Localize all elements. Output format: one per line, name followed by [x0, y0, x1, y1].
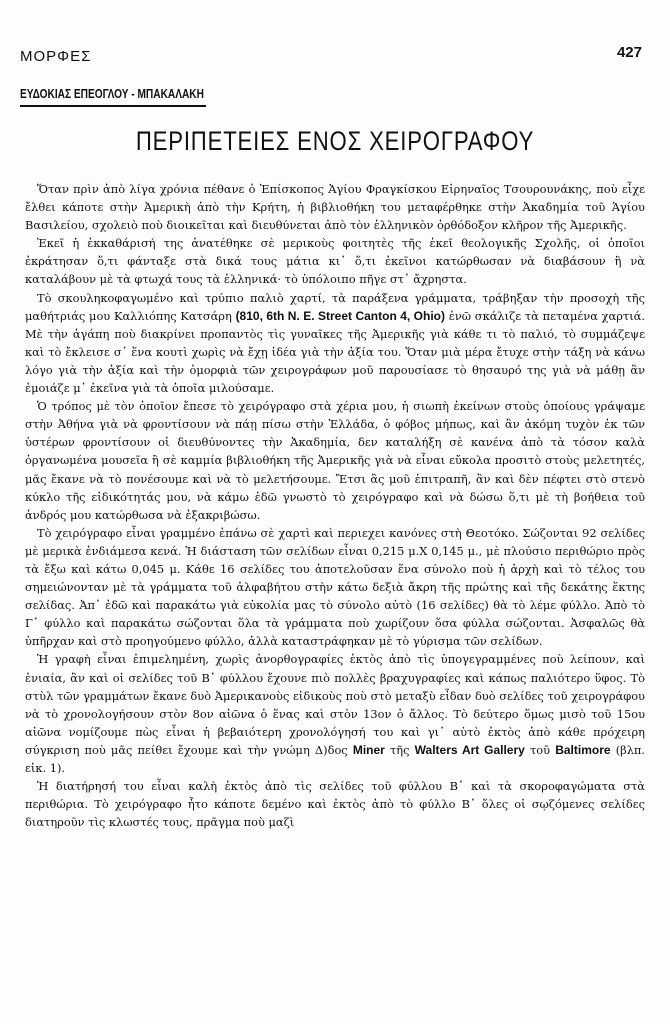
miner-name: Miner — [352, 742, 385, 757]
paragraph-6-text-a: Ἡ γραφὴ εἶναι ἐπιμελημένη, χωρὶς ἀνορθογραφίες ἐκτὸς ἀπὸ τὶς ὑπογεγραμμένες ποὺ λείπουν, καὶ ἑνιαία, ἂν καὶ οἱ σελίδες τοῦ Β᾽ φύλλου ἔχουνε πιὸ πολλὲς βραχυγραφίες καὶ κάπως παλιότερο ὕφος. Τὸ στὺλ τῶν γραμμάτων ἔκανε δυὸ Ἀμερικανοὺς εἰδικοὺς ποὺ στὸ μεταξὺ εἶδαν δυὸ σελίδες τοῦ χειρογράφου νὰ τὸ χρονολογήσουν στὸν 8ον αἰῶνα ὁ ἕνας καὶ στὸν 13ον ὁ ἄλλος. Τὸ δεύτερο ὅμως μισὸ τοῦ 15ου αἰῶνα νομίζουμε πὼς εἶναι ἡ βεβαιότερη χρονολόγησή του καὶ γι᾽ αὐτὸ ἐκτὸς ἀπὸ κάθε πρόχειρη σύγκριση ποὺ μᾶς πείθει ἔχουμε καὶ τὴν γνώμη Δ)δος — [25, 652, 645, 757]
paragraph-6 — [25, 650, 645, 777]
address-text: (810, 6th N. E. Street Canton 4, Ohio) — [235, 308, 446, 323]
paragraph-3-text-b: ἐνῶ σκάλιζε τὰ πεταμένα χαρτιά. Μὲ τὴν ἀγάπη ποὺ διακρίνει προπαντὸς τὶς γυναῖκες τῆς Ἀμερικῆς γιὰ κάθε τι τὸ παλιό, τὸ συμμάζεψε καὶ τὸ ἔκλεισε σ᾽ ἕνα κουτὶ χωρὶς νὰ ἔχῃ ἰδέα γιὰ τὴν ἀξία του. Ὅταν μιὰ μέρα ἔτυχε στὴν τάξη νὰ κάνω λόγο γιὰ τὴν ἀξία καὶ τὴν ὀμορφιὰ τῶν χειρογράφων μοῦ παρουσίασε τὸ θησαυρό της γιὰ νὰ μάθῃ ἂν ἐμοιάζε μ᾽ ἐκεῖνα γιὰ τὰ ὁποῖα μιλούσαμε. — [25, 308, 645, 396]
paragraph-3 — [25, 289, 645, 398]
paragraph-1: Ὅταν πρὶν ἀπὸ λίγα χρόνια πέθανε ὁ Ἐπίσκοπος Ἁγίου Φραγκίσκου Εἰρηναῖος Τσουρουνάκης, ποὺ εἶχε ἔλθει κάποτε στὴν Ἀμερικὴ ἀπὸ τὴν Κρήτη, ἡ βιβλιοθήκη του μεταφέρθηκε στὴν Ἀκαδημία τοῦ Ἁγίου Βασιλείου, σχολειὸ ποὺ διοικεῖται καὶ διευθύνεται ἀπὸ τὸν ἑλληνικὸν ὀρθόδοξον κλῆρον τῆς Ἀμερικῆς. — [25, 182, 645, 233]
paragraph-4: Ὁ τρόπος μὲ τὸν ὁποῖον ἔπεσε τὸ χειρόγραφο στὰ χέρια μου, ἡ σιωπὴ ἐκείνων στοὺς ὁποίους γράψαμε στὴν Ἀθήνα γιὰ νὰ φροντίσουν νὰ πάῃ πίσω στὴν Ἑλλάδα, ὁ φόβος μήπως, καὶ ἂν ἀκόμη τυχὸν ἐκ τῶν ὑστέρων φροντίσουν οἱ διευθύνοντες τὴν Ἀκαδημία, δεν καταλήξη σὲ κανένα ἀπὸ τὰ τόσον καλὰ ὀργανωμένα μουσεῖα ἢ σὲ καμμία βιβλιοθήκη τῆς Ἀμερικῆς γιὰ νὰ εἶναι εὔκολα προσιτὸ στοὺς μελετητές, μᾶς ἔκανε νὰ τὸ πονέσουμε καὶ νὰ τὸ μελετήσουμε. Ἔτσι ἂς μοῦ ἐπιτραπῆ, ἂν καὶ δὲν πέφτει στὸ στενὸ κύκλο τῆς εἰδικότητάς μου, νὰ κάμω ἐδῶ γνωστὸ τὸ χειρόγραφο καὶ νὰ δώσω ὅ,τι μὲ τὴ βοήθεια τοῦ ἀνδρός μου κατώρθωσα νὰ ἐξακριβώσω. — [25, 399, 645, 522]
gallery-name: Walters Art Gallery — [414, 742, 525, 757]
paragraph-7: Ἡ διατήρησή του εἶναι καλὴ ἐκτὸς ἀπὸ τὶς σελίδες τοῦ φύλλου Β᾽ καὶ τὰ σκοροφαγώματα στὰ περιθώρια. Τὸ χειρόγραφο ἦτο κάποτε δεμένο καὶ ἐκτὸς ἀπὸ τὸ φύλλο Β᾽ ὅλες οἱ σῳζόμενες σελίδες διατηροῦν τὶς κλωστές τους, πρᾶγμα ποὺ μαζὶ — [25, 779, 645, 830]
paragraph-6-tou: τοῦ — [529, 742, 551, 757]
paragraph-2: Ἐκεῖ ἡ ἐκκαθάρισή της ἀνατέθηκε σὲ μερικοὺς φοιτητὲς τῆς ἐκεῖ θεολογικῆς Σχολῆς, οἱ ὁποῖοι ἐκράτησαν ὅ,τι φάνταξε στὰ δικά τους μάτια κι᾽ ὅ,τι ἐκεῖνοι κατώρθωσαν νὰ διαβάσουν ἢ νὰ καταλάβουν μὲ τὰ φτωχά τους τὰ ἑλληνικά· τὸ ὑπόλοιπο πῆγε στ᾽ ἄχρηστα. — [25, 236, 645, 287]
figure-reference: (βλπ. εἰκ. 1). — [25, 742, 646, 775]
running-head: ΜΟΡΦΕΣ — [20, 48, 92, 65]
article-body — [25, 180, 645, 831]
article-title: ΠΕΡΙΠΕΤΕΙΕΣ ΕΝΟΣ ΧΕΙΡΟΓΡΑΦΟΥ — [135, 126, 535, 156]
paragraph-3-text-a: Τὸ σκουληκοφαγωμένο καὶ τρύπιο παλιὸ χαρτί, τὰ παράξενα γράμματα, τράβηξαν τὴν προσοχὴ τῆς μαθήτριάς μου Καλλιόπης Κατσάρη — [25, 290, 645, 323]
article-author: ΕΥΔΟΚΙΑΣ ΕΠΕΟΓΛΟΥ - ΜΠΑΚΑΛΑΚΗ — [20, 86, 204, 101]
city-name: Baltimore — [555, 742, 611, 757]
paragraph-5: Τὸ χειρόγραφο εἶναι γραμμένο ἐπάνω σὲ χαρτὶ καὶ περιεχει κανόνες στὴ Θεοτόκο. Σώζονται 92 σελίδες μὲ μερικὰ ἐνδιάμεσα κενά. Ἡ διάσταση τῶν σελίδων εἶναι 0,215 μ.Χ 0,145 μ., μὲ πλούσιο περιθώριο πρὸς τὰ ἔξω καὶ κάτω 0,045 μ. Κάθε 16 σελίδες του ἀποτελοῦσαν ἕνα σύνολο ποὺ ἡ ἀρχὴ καὶ τὸ τέλος του σημειώνονταν μὲ τὰ γράμματα τοῦ ἀλφαβήτου στὴν κάτω δεξιὰ ἄκρη τῆς πρώτης καὶ τῆς δεκάτης ἕκτης σελίδας. Ἀπ᾽ ἐδῶ καὶ παρακάτω γιὰ εὐκολία μας τὸ σύνολο αὐτὸ (16 σελίδες) θὰ τὸ λέμε φύλλο. Ἀπὸ τὸ Γ᾽ φύλλο καὶ παρακάτω σώζονται ὅλα τὰ γράμματα ποὺ χωρίζουν ὅσα φύλλα σώζονται. Ἀσφαλῶς θὰ ὑπῆρχαν καὶ στὸ προηγούμενο φύλλο, ἀλλὰ καταστράφηκαν μὲ τὸ γύρισμα τῶν σελίδων. — [25, 525, 645, 649]
page-number: 427 — [616, 44, 642, 61]
paragraph-6-of: τῆς — [389, 742, 410, 757]
author-underline — [20, 105, 206, 107]
